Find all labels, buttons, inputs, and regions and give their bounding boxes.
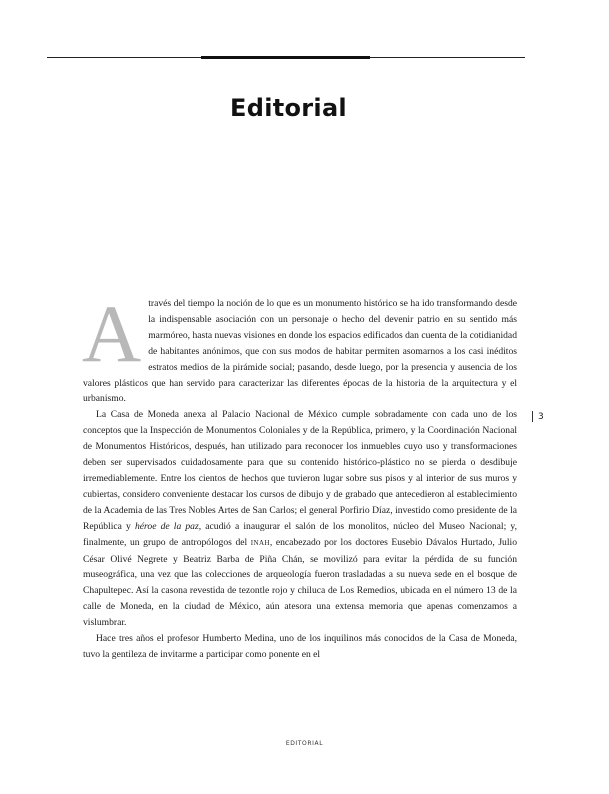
paragraph-2-text-b: , acudió a inaugurar el salón de los monolitos, núcleo del Museo Nacional; y, finalmente, un grupo de antropólogos del bbox=[83, 520, 517, 548]
inah-abbreviation: INAH bbox=[250, 538, 270, 547]
article-body bbox=[82, 288, 517, 663]
page-number-value: 3 bbox=[538, 412, 544, 422]
page-title: Editorial bbox=[230, 94, 347, 122]
paragraph-1-text: través del tiempo la noción de lo que es un monumento histórico se ha ido transformando desde la indispensable asociación con un personaje o hecho del devenir patrio en su sentido más marmóreo, hasta nuevas visiones en donde los espacios edificados dan cuenta de la cotidianidad de habitantes anónimos, que con sus modos de habitar permiten asomarnos a los casi inéditos estratos medios de la pirámide social; pasando, desde luego, por la presencia y ausencia de los valores plásticos que han servido para caracterizar las diferentes épocas de la historia de la arquitectura y el urbanismo. bbox=[83, 298, 517, 405]
paragraph-2-text-a: La Casa de Moneda anexa al Palacio Nacional de México cumple sobradamente con cada uno de los conceptos que la Inspección de Monumentos Coloniales y de la República, primero, y la Coordinación Nacional de Monumentos Históricos, después, han utilizado para reconocer los inmuebles cuyo uso y transformaciones deben ser supervisados cuidadosamente para que su contenido histórico-plástico no se pierda o desdibuje irremediablemente. Entre los cientos de hechos que tuvieron lugar sobre sus pisos y al interior de sus muros y cubiertas, considero conveniente destacar los cursos de dibujo y de grabado que antecedieron al establecimiento de la Academia de las Tres Nobles Artes de San Carlos; el general Porfirio Díaz, investido como presidente de la República y bbox=[83, 409, 517, 532]
drop-cap: A bbox=[82, 288, 142, 379]
paragraph-1 bbox=[82, 288, 517, 407]
paragraph-2 bbox=[83, 407, 517, 631]
header-accent-rule bbox=[201, 56, 370, 59]
paragraph-2-text-c: , encabezado por los doctores Eusebio Dávalos Hurtado, Julio César Olivé Negrete y Beatriz Barba de Piña Chán, se movilizó para evitar la pérdida de su función museográfica, una vez que las colecciones de arqueología fueron trasladadas a su nueva sede en el bosque de Chapultepec. Así la casona revestida de tezontle rojo y chiluca de Los Remedios, ubicada en el número 13 de la calle de Moneda, en la ciudad de México, aún atesora una extensa memoria que apenas comenzamos a vislumbrar. bbox=[83, 536, 517, 629]
paragraph-3 bbox=[83, 631, 517, 663]
italic-phrase: héroe de la paz bbox=[134, 520, 199, 532]
running-footer: EDITORIAL bbox=[285, 740, 324, 747]
page-number bbox=[532, 411, 544, 422]
paragraph-3-text: Hace tres años el profesor Humberto Medina, uno de los inquilinos más conocidos de la Casa de Moneda, tuvo la gentileza de invitarme a participar como ponente en el bbox=[83, 633, 517, 660]
page-number-divider bbox=[532, 411, 533, 422]
